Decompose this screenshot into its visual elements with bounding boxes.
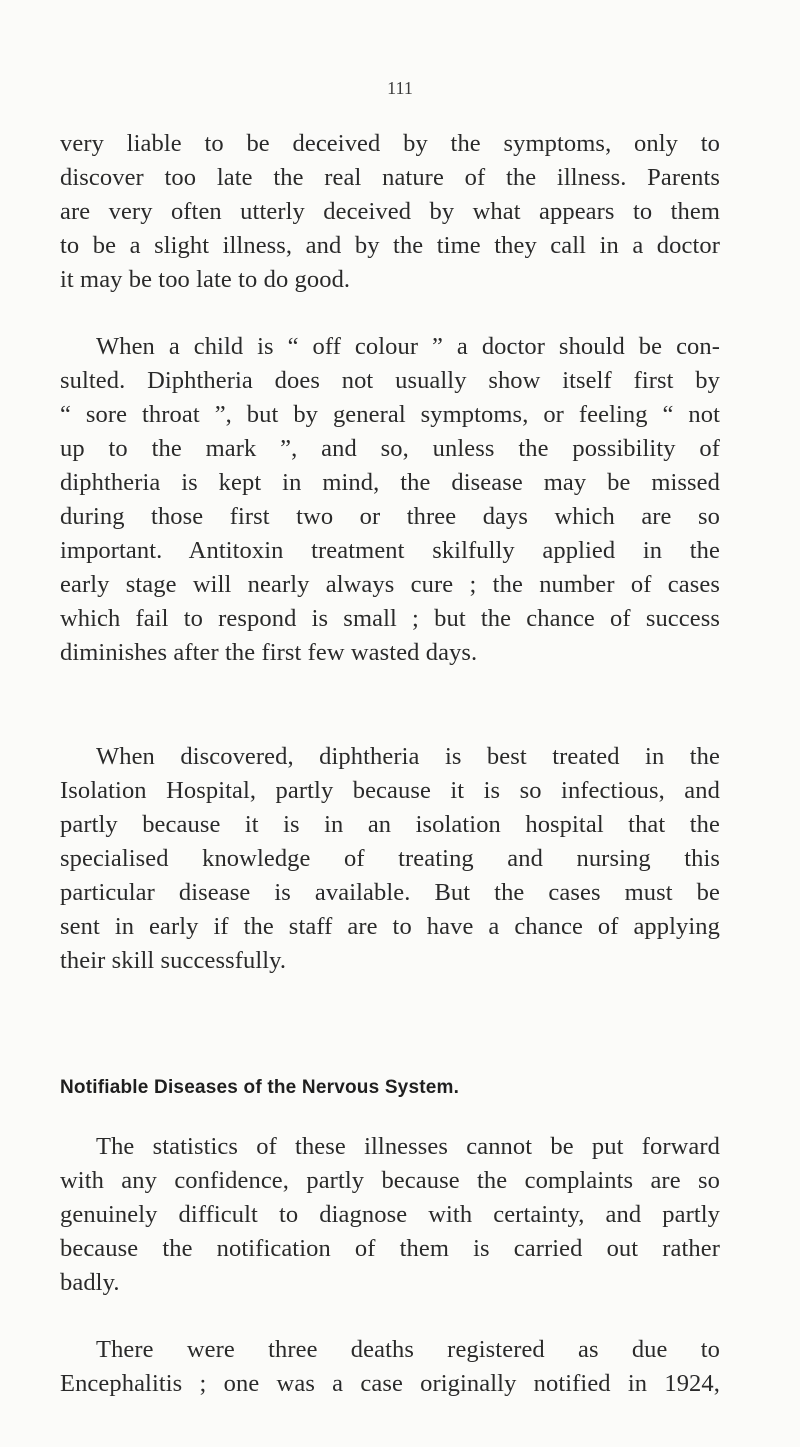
text-line: Encephalitis ; one was a case originally notified in 1924, <box>60 1370 720 1397</box>
text-line: diminishes after the first few wasted days. <box>60 639 478 666</box>
text-line: There were three deaths registered as due to <box>96 1336 720 1363</box>
section-heading: Notifiable Diseases of the Nervous System. <box>60 1077 460 1098</box>
text-line: because the notification of them is carried out rather <box>60 1235 720 1262</box>
text-line: it may be too late to do good. <box>60 266 351 293</box>
paragraph-diphtheria-symptoms <box>60 330 720 670</box>
text-line: badly. <box>60 1269 120 1296</box>
text-line: with any confidence, partly because the complaints are so <box>60 1167 720 1194</box>
text-line: during those first two or three days which are so <box>60 503 720 530</box>
text-line: “ sore throat ”, but by general symptoms, or feeling “ not <box>60 401 720 428</box>
text-line: discover too late the real nature of the illness. Parents <box>60 164 720 191</box>
paragraph-isolation-hospital <box>60 740 720 978</box>
text-line: When discovered, diphtheria is best treated in the <box>96 743 720 770</box>
text-line: to be a slight illness, and by the time they call in a doctor <box>60 232 720 259</box>
text-line: are very often utterly deceived by what appears to them <box>60 198 720 225</box>
text-line: When a child is “ off colour ” a doctor should be con- <box>96 333 720 360</box>
paragraph-symptoms <box>60 127 720 297</box>
text-line: very liable to be deceived by the symptoms, only to <box>60 130 720 157</box>
paragraph-nervous-statistics <box>60 1130 720 1300</box>
text-line: early stage will nearly always cure ; the number of cases <box>60 571 720 598</box>
text-line: diphtheria is kept in mind, the disease may be missed <box>60 469 720 496</box>
text-line: important. Antitoxin treatment skilfully applied in the <box>60 537 720 564</box>
text-line: sent in early if the staff are to have a chance of applying <box>60 913 720 940</box>
text-line: sulted. Diphtheria does not usually show itself first by <box>60 367 720 394</box>
text-line: specialised knowledge of treating and nursing this <box>60 845 720 872</box>
text-line: their skill successfully. <box>60 947 287 974</box>
text-line: The statistics of these illnesses cannot be put forward <box>96 1133 720 1160</box>
text-line: which fail to respond is small ; but the chance of success <box>60 605 720 632</box>
paragraph-encephalitis <box>60 1333 720 1401</box>
text-line: particular disease is available. But the cases must be <box>60 879 720 906</box>
text-line: genuinely difficult to diagnose with certainty, and partly <box>60 1201 720 1228</box>
text-line: Isolation Hospital, partly because it is so infectious, and <box>60 777 720 804</box>
page-number: 111 <box>387 78 413 98</box>
text-line: partly because it is in an isolation hospital that the <box>60 811 720 838</box>
text-line: up to the mark ”, and so, unless the possibility of <box>60 435 720 462</box>
